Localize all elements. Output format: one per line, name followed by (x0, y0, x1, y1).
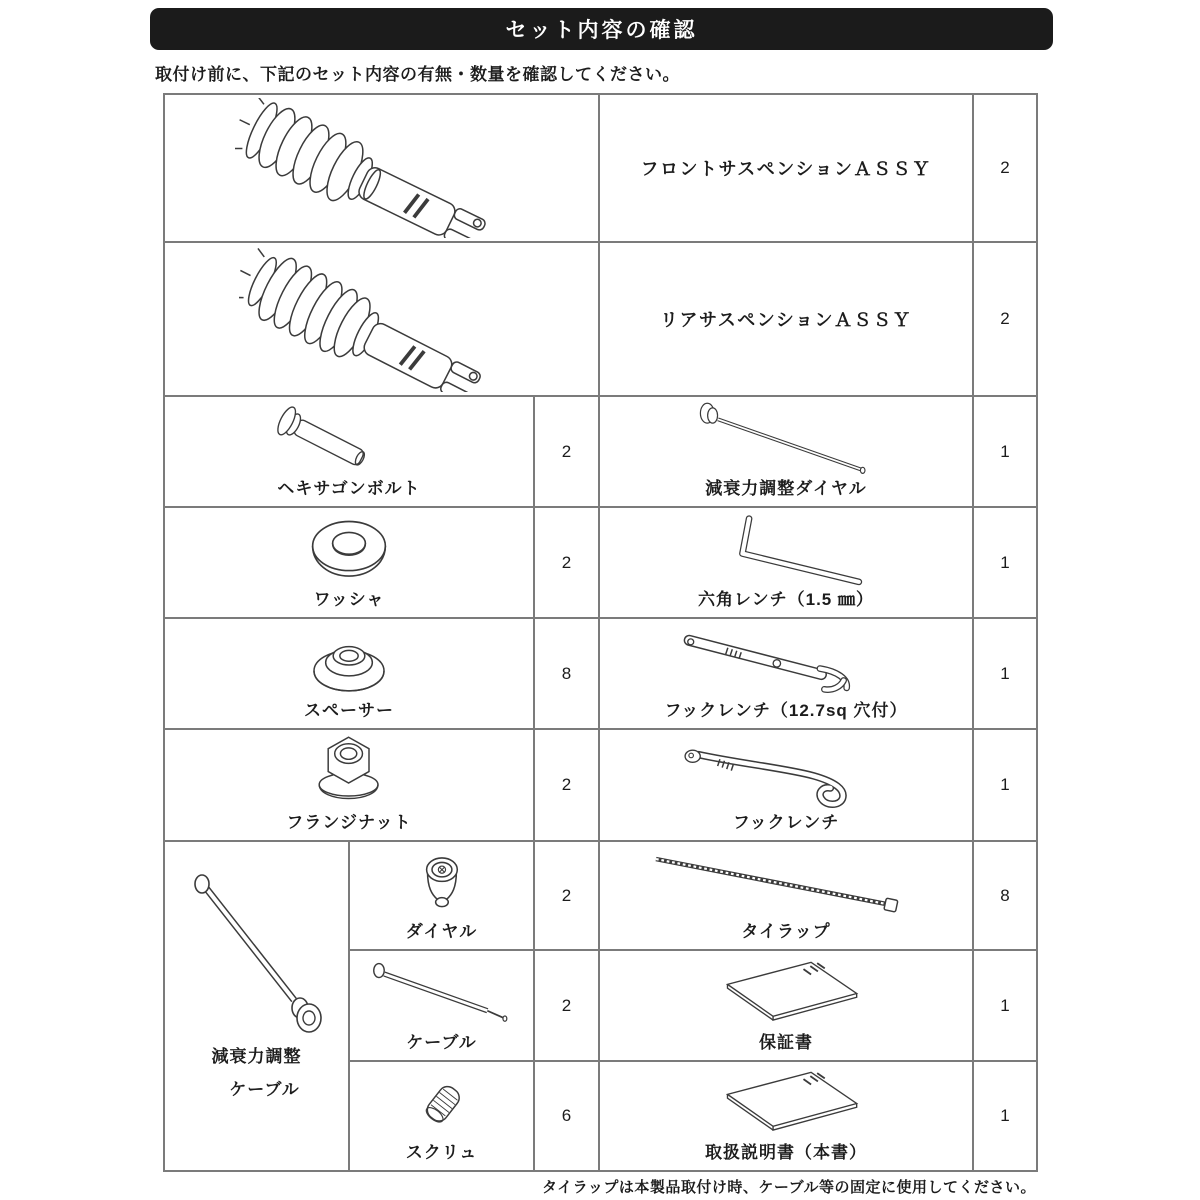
part-name: スクリュ (405, 1143, 478, 1162)
footer-note: タイラップは本製品取付け時、ケーブル等の固定に使用してください。 (541, 1179, 1036, 1196)
part-qty: 1 (1000, 441, 1010, 461)
part-qty: 2 (1000, 158, 1010, 177)
hex-wrench-illustration (699, 512, 874, 591)
part-qty: 2 (561, 552, 572, 572)
part-name: ワッシャ (313, 590, 385, 609)
part-name: タイラップ (741, 922, 831, 941)
part-qty: 2 (1000, 309, 1010, 328)
hook-wrench-with-hole-illustration (664, 624, 909, 702)
part-qty: 8 (1000, 885, 1010, 905)
part-name: ヘキサゴンボルト (277, 479, 421, 498)
intro-text: 取付け前に、下記のセット内容の有無・数量を確認してください。 (155, 65, 680, 84)
part-name: フックレンチ (732, 813, 840, 832)
section-header (150, 8, 1053, 50)
part-qty: 2 (561, 885, 572, 905)
table-row-front-suspension (164, 94, 1037, 242)
front-suspension-assy-illustration (235, 98, 528, 238)
table-row-bolt-dial (164, 396, 1037, 507)
part-name: リアサスペンションＡＳＳＹ (660, 310, 912, 330)
screw-illustration (407, 1070, 477, 1140)
part-qty: 1 (1000, 663, 1010, 683)
part-qty: 2 (561, 441, 572, 461)
part-name: 取扱説明書（本書） (705, 1143, 868, 1162)
table-row-flangenut-hookwrench (164, 729, 1037, 841)
parts-table (163, 93, 1038, 1172)
part-name: フランジナット (286, 813, 412, 832)
part-qty: 2 (561, 995, 572, 1015)
part-qty: 6 (561, 1106, 572, 1125)
instruction-manual-illustration (691, 1067, 881, 1143)
hook-wrench-illustration (673, 738, 900, 810)
table-row-washer-hexwrench (164, 507, 1037, 618)
part-qty: 8 (561, 663, 572, 683)
part-name: フックレンチ（12.7sq 穴付） (664, 701, 908, 720)
part-qty: 1 (1000, 1106, 1010, 1125)
part-name: スペーサー (304, 701, 394, 720)
part-name: 減衰力調整ダイヤル (705, 479, 867, 498)
part-name: ケーブル (406, 1033, 477, 1052)
rear-suspension-assy-illustration (239, 247, 524, 392)
flange-nut-illustration (302, 734, 396, 814)
table-row-dial-tiewrap (164, 841, 1037, 950)
part-qty: 2 (561, 775, 572, 794)
part-qty: 1 (1000, 775, 1010, 794)
damping-adjust-dial-illustration (684, 401, 889, 481)
washer-illustration (299, 515, 399, 588)
spacer-illustration (299, 624, 399, 701)
tie-wrap-illustration (636, 848, 936, 921)
damping-adjust-cable-illustration (182, 858, 332, 1043)
part-name: 減衰力調整 ケーブル (211, 1046, 302, 1099)
dial-illustration (403, 848, 480, 922)
part-name: 保証書 (759, 1033, 814, 1052)
part-name: ダイヤル (405, 922, 478, 941)
part-qty: 1 (1000, 552, 1010, 572)
table-row-rear-suspension (164, 242, 1037, 396)
part-name: フロントサスペンションＡＳＳＹ (640, 159, 932, 179)
cable-illustration (365, 960, 518, 1030)
section-title: セット内容の確認 (505, 19, 698, 42)
part-qty: 1 (1000, 995, 1010, 1015)
part-name: 六角レンチ（1.5 ㎜） (698, 590, 874, 609)
warranty-card-illustration (691, 957, 881, 1033)
table-row-spacer-hookwrench (164, 618, 1037, 729)
hexagon-bolt-illustration (262, 401, 437, 481)
